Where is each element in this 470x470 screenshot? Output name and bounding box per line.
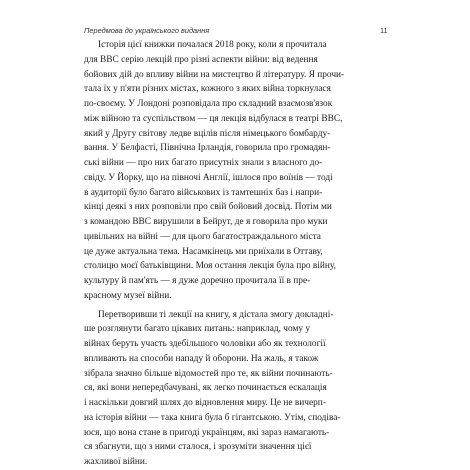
text-line: жахливої війни. (84, 457, 148, 467)
text-line: Перетворивши ті лекції на книгу, я дістала змогу докладні- (98, 309, 334, 320)
text-line: на історія війни — така книга була б гігантською. Утім, сподіва- (84, 412, 341, 423)
text-line: Історія цієї книжки почалася 2018 року, коли я прочитала (98, 40, 327, 50)
text-line: вання. У Белфасті, Північна Ірландія, говорила про громадян- (84, 143, 331, 154)
body-text (84, 38, 390, 470)
text-line: і наскільки довгий шлях до відновлення миру. Це не вичерп- (84, 398, 326, 408)
text-line: красному музеї війни. (84, 290, 172, 301)
paragraph-2 (84, 308, 390, 470)
text-line: бойових дій до впливу війни на мистецтво й літературу. Я прочи- (84, 69, 345, 80)
running-head: Передмова до українського видання (84, 26, 210, 35)
text-line: по-своєму. У Лондоні розповідала про складний взаємозв'язок (84, 99, 333, 109)
text-line: з командою ВВС вирушили в Бейрут, де я говорила про муки (84, 217, 328, 227)
text-line: свіду. У Йорку, що на півночі Англії, ішлося про воїнів — тоді (84, 172, 333, 183)
text-line: цивільних на війні — для цього багатостраждального міста (84, 231, 321, 242)
text-line: зібрала значно більше відомостей про те, як війни починають- (84, 368, 333, 379)
page-number: 11 (380, 26, 388, 35)
text-line: ся збагнути, що з ними сталося, і зрозуміти значення цієї (84, 442, 312, 453)
text-line: впливають на способи нападу й оборони. На жаль, я також (84, 353, 319, 364)
text-line: культуру й пам'ять — я дуже доречно прочитала її в пре- (84, 276, 311, 286)
text-line: між війною та суспільством — ця лекція відбулася в театрі ВВС, (84, 113, 343, 124)
text-line: для ВВС серію лекцій про різні аспекти війни: від ведення (84, 54, 318, 65)
text-line: столицю моєї батьківщини. Моя остання лекція була про війну, (84, 261, 336, 272)
text-line: ся, які вони непередбачувані, як легко починається ескалація (84, 383, 327, 394)
text-line: кінці деякі з них розповіли про свій бойовий досвід. Потім ми (84, 202, 332, 213)
text-line: юся, що вона стане в пригоді українцям, які зараз намагають- (84, 427, 330, 438)
text-line: ські війни — про них багато присутніх знали з власного до- (84, 158, 323, 168)
text-line: ше розглянути багато цікавих питань: наприклад, чому у (84, 324, 311, 335)
text-line: це дуже актуальна тема. Насамкінець ми приїхали в Оттаву, (84, 246, 323, 257)
text-line: війнах беруть участь здебільшого чоловіки або як технології (84, 339, 326, 349)
text-line: тала їх у п'яти різних містах, кожного з яких війна торкнулася (84, 84, 331, 95)
text-line: в аудиторії було багато військових із тамтешніх баз і напри- (84, 187, 323, 198)
text-line: який у Другу світову ледве вцілів після німецького бомбарду- (84, 128, 331, 139)
paragraph-1 (84, 38, 390, 304)
